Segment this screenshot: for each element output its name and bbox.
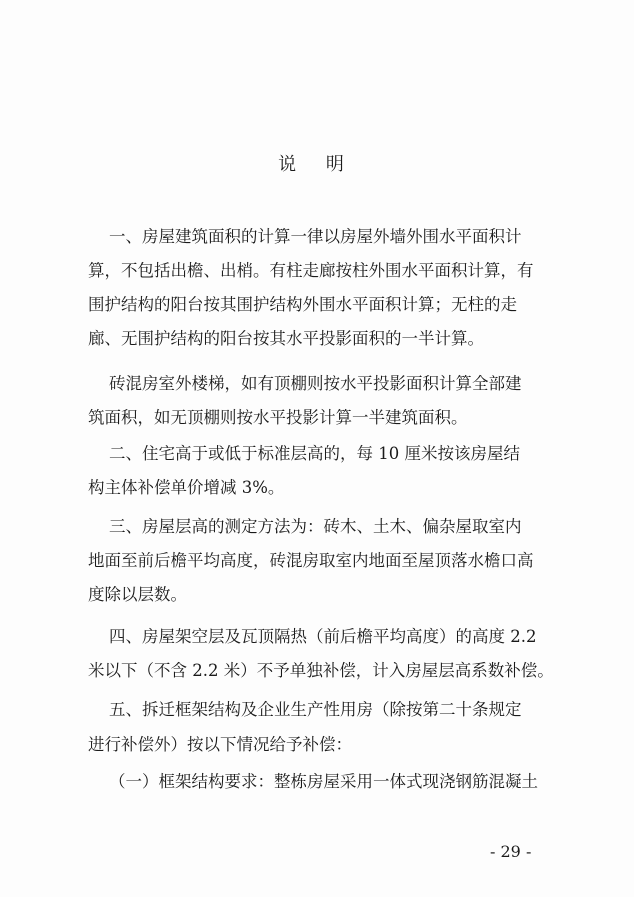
text-line: 廊、无围护结构的阳台按其水平投影面积的一半计算。: [88, 329, 484, 348]
text-line: 四、房屋架空层及瓦顶隔热（前后檐平均高度）的高度 2.2: [88, 627, 537, 646]
text-line: （一）框架结构要求：整栋房屋采用一体式现浇钢筋混凝土: [88, 772, 538, 791]
text-line: 构主体补偿单价增减 3%。: [88, 478, 285, 497]
text-line: 五、拆迁框架结构及企业生产性用房（除按第二十条规定: [88, 700, 522, 719]
text-line: 二、住宅高于或低于标准层高的，每 10 厘米按该房屋结: [88, 444, 520, 463]
text-line: 一、房屋建筑面积的计算一律以房屋外墙外围水平面积计: [88, 227, 522, 246]
text-line: 围护结构的阳台按其围护结构外围水平面积计算；无柱的走: [88, 295, 517, 314]
text-line: 算，不包括出檐、出梢。有柱走廊按柱外围水平面积计算，有: [88, 261, 534, 280]
text-line: 进行补偿外）按以下情况给予补偿：: [88, 735, 352, 754]
text-line: 筑面积，如无顶棚则按水平投影计算一半建筑面积。: [88, 408, 468, 427]
page-title: 说 明: [278, 154, 356, 175]
text-line: 地面至前后檐平均高度，砖混房取室内地面至屋顶落水檐口高: [88, 551, 534, 570]
text-line: 三、房屋层高的测定方法为：砖木、土木、偏杂屋取室内: [88, 517, 522, 536]
text-line: 米以下（不含 2.2 米）不予单独补偿，计入房屋层高系数补偿。: [88, 661, 554, 680]
text-line: 砖混房室外楼梯，如有顶棚则按水平投影面积计算全部建: [88, 374, 522, 393]
page-number: - 29 -: [490, 842, 532, 861]
text-line: 度除以层数。: [88, 585, 187, 604]
